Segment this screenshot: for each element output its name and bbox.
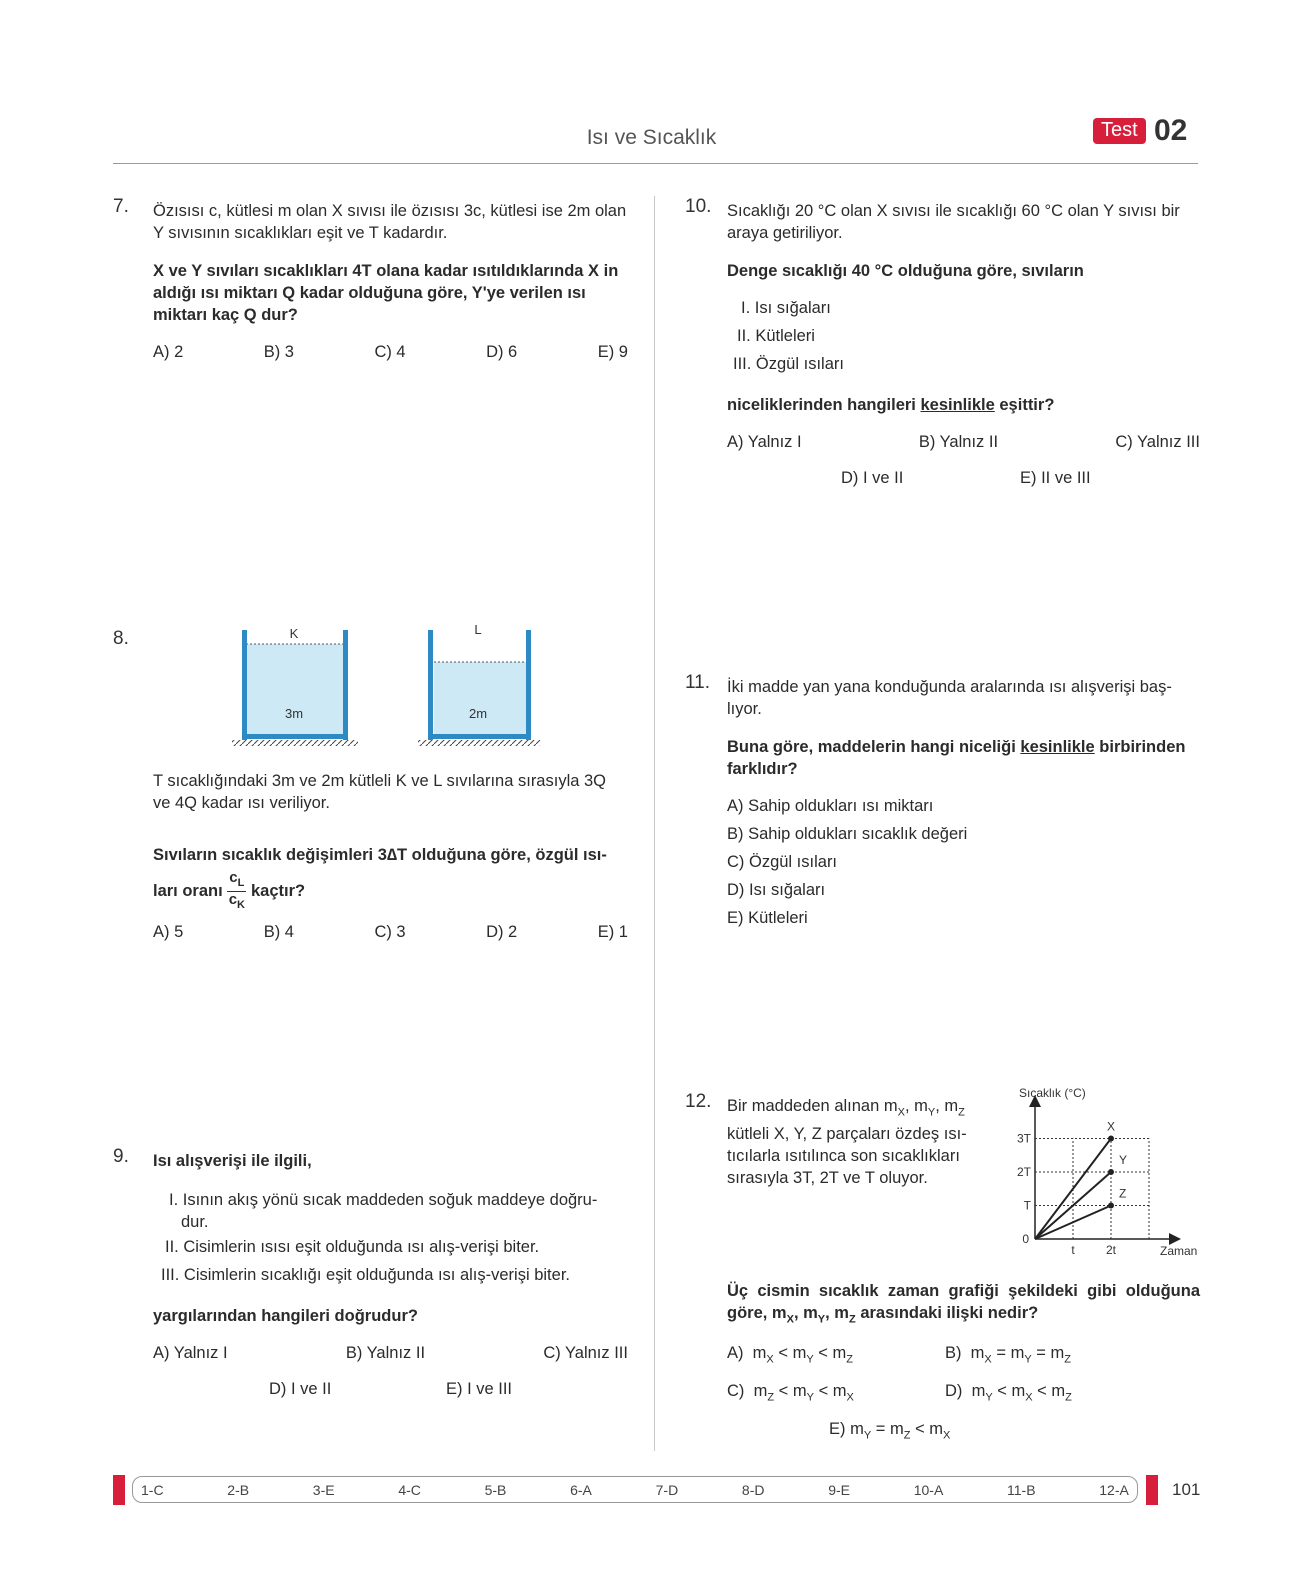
question-12 [727,1280,1200,1464]
question-12-options [727,1344,1200,1464]
question-7-intro: Özısısı c, kütlesi m olan X sıvısı ile özısısı 3c, kütlesi ise 2m olan Y sıvısının sıcaklıkları eşit ve T kadardır. [153,202,627,242]
option-a[interactable]: A) 5 [153,923,184,941]
container-l-mass: 2m [468,706,488,721]
option-c[interactable]: C) 3 [374,923,406,941]
temperature-time-chart [1005,1083,1205,1258]
question-12-intro-line-4: sırasıyla 3T, 2T ve T oluyor. [727,1169,928,1188]
option-a[interactable]: A) Yalnız I [153,1344,228,1362]
option-d[interactable]: D) Isı sığaları [727,881,826,899]
question-9 [153,1150,628,1402]
question-10-items [727,294,1200,378]
question-11 [727,676,1200,932]
answer-key-item: 4-C [398,1481,421,1498]
statement-2: II. Cisimlerin ısısı eşit olduğunda ısı alış-verişi biter. [165,1238,540,1256]
series-point-y [1108,1169,1114,1175]
series-label-x: X [1106,1119,1116,1134]
answer-key [132,1476,1138,1503]
question-12-intro [727,1095,997,1189]
question-10-options-row2 [727,469,1200,491]
statement-1: I. Isının akış yönü sıcak maddeden soğuk maddeye doğru- [169,1191,598,1209]
answer-key-item: 6-A [570,1481,592,1498]
ratio-fraction: $\frac{c_L}{c_K}$ [228,869,245,911]
x-tick-label: 0 [1022,1232,1029,1246]
option-c[interactable]: C) Yalnız III [543,1344,628,1362]
container-k [232,626,358,746]
question-7-options [153,343,628,362]
series-point-z [1108,1203,1114,1209]
option-a[interactable]: A) $m_X < m_Y < m_Z$ [727,1344,853,1366]
question-12-intro-line-1: Bir maddeden alınan $m_X$, $m_Y$, $m_Z$ [727,1097,965,1119]
test-badge: Test [1093,118,1146,144]
option-d[interactable]: D) 6 [486,343,518,361]
answer-key-item: 8-D [741,1481,765,1498]
question-11-intro: İki madde yan yana konduğunda aralarında ısı alışverişi baş-lıyor. [727,678,1172,718]
question-8-intro: T sıcaklığındaki 3m ve 2m kütleli K ve L sıvılarına sırasıyla 3Q ve 4Q kadar ısı veriliyor. [153,772,607,812]
option-d[interactable]: D) I ve II [269,1380,332,1398]
answer-bar-accent-left [113,1475,125,1505]
answer-key-item: 2-B [227,1481,250,1498]
question-10-number: 10. [685,196,712,217]
test-number: 02 [1154,114,1188,147]
answer-key-item: 12-A [1099,1481,1129,1498]
option-d[interactable]: D) 2 [486,923,518,941]
container-l [418,622,540,746]
question-9-intro: Isı alışverişi ile ilgili, [153,1152,312,1170]
option-a[interactable]: A) 2 [153,343,184,361]
series-label-z: Z [1119,1186,1127,1201]
answer-key-item: 11-B [1007,1481,1036,1498]
option-e[interactable]: E) $m_Y = m_Z < m_X$ [829,1420,951,1442]
option-d[interactable]: D) $m_Y < m_X < m_Z$ [945,1382,1072,1404]
chart-x-axis-label: Zaman [1160,1244,1198,1258]
answer-key-item: 10-A [913,1481,944,1498]
question-9-options-row2 [153,1380,628,1402]
y-tick-label: T [1023,1198,1031,1213]
question-12-intro-line-2: kütleli X, Y, Z parçaları özdeş ısı- [727,1125,967,1144]
x-tick-label: t [1071,1243,1075,1257]
chart-series [1035,1120,1127,1240]
answer-key-item: 5-B [484,1481,507,1498]
question-10 [727,200,1200,491]
question-9-text: yargılarından hangileri doğrudur? [153,1307,418,1325]
question-8-number: 8. [113,628,129,649]
question-12-intro-line-3: tıcılarla ısıtılınca son sıcaklıkları [727,1147,960,1166]
option-b[interactable]: B) 3 [263,343,294,361]
option-b[interactable]: B) Yalnız II [345,1344,426,1362]
page-number: 101 [1172,1480,1201,1499]
question-10-text-2: niceliklerinden hangileri kesinlikle eşittir? [727,396,1055,414]
question-8 [153,770,628,942]
option-c[interactable]: C) 4 [374,343,406,361]
answer-bar-accent-right [1146,1475,1158,1505]
container-k-mass: 3m [284,706,304,721]
question-8-options [153,923,628,942]
item-2: II. Kütleleri [737,327,815,345]
item-3: III. Özgül ısıları [733,355,844,373]
answer-key-item: 7-D [655,1481,679,1498]
x-tick-label: 2t [1105,1243,1117,1257]
y-tick-label: 3T [1016,1131,1031,1146]
option-b[interactable]: B) Sahip oldukları sıcaklık değeri [727,825,968,843]
y-tick-label: 2T [1016,1165,1031,1179]
statement-3: III. Cisimlerin sıcaklığı eşit olduğunda ısı alış-verişi biter. [161,1266,570,1284]
question-11-text: Buna göre, maddelerin hangi niceliği kesinlikle birbirinden farklıdır? [727,738,1186,778]
option-b[interactable]: B) 4 [263,923,294,941]
question-11-number: 11. [685,672,711,693]
chart-y-axis-label: Sıcaklık (°C) [1019,1086,1086,1100]
page-title: Isı ve Sıcaklık [586,126,717,149]
containers-figure [230,622,560,760]
option-a[interactable]: A) Sahip oldukları ısı miktarı [727,797,934,815]
question-12-text: Üç cismin sıcaklık zaman grafiği şekildeki gibi olduğuna göre, $m_X$, $m_Y$, $m_Z$ arasındaki ilişki nedir? [727,1282,1200,1326]
question-9-number: 9. [113,1146,129,1167]
statement-1-cont: dur. [181,1213,209,1231]
option-e[interactable]: E) Kütleleri [727,909,808,927]
item-1: I. Isı sığaları [741,299,831,317]
series-point-x [1108,1136,1114,1142]
option-d[interactable]: D) I ve II [841,469,904,487]
option-e[interactable]: E) II ve III [1020,469,1091,487]
question-9-options-row1 [153,1344,628,1363]
option-a[interactable]: A) Yalnız I [727,433,802,451]
question-8-text-2: ları oranı $\frac{c_L}{c_K}$ kaçtır? [153,869,306,911]
option-e[interactable]: E) 9 [597,343,628,361]
question-7-number: 7. [113,196,129,217]
option-c[interactable]: C) Yalnız III [1115,433,1200,451]
container-l-label: L [474,622,482,637]
question-7 [153,200,628,362]
option-e[interactable]: E) 1 [597,923,628,941]
question-8-text-1: Sıvıların sıcaklık değişimleri 3∆T olduğuna göre, özgül ısı- [153,846,607,864]
option-c[interactable]: C) $m_Z < m_Y < m_X$ [727,1382,854,1404]
question-7-text: X ve Y sıvıları sıcaklıkları 4T olana kadar ısıtıldıklarında X in aldığı ısı miktarı Q kadar olduğuna göre, Y'ye verilen ısı miktarı kaç Q dur? [153,262,619,324]
question-11-options [727,792,1200,932]
answer-key-item: 9-E [828,1481,850,1498]
option-b[interactable]: B) Yalnız II [918,433,999,451]
header-divider [113,163,1198,164]
series-label-y: Y [1119,1153,1128,1167]
answer-key-item: 1-C [141,1481,164,1498]
option-c[interactable]: C) Özgül ısıları [727,853,838,871]
question-10-text: Denge sıcaklığı 40 °C olduğuna göre, sıvıların [727,262,1084,280]
question-10-intro: Sıcaklığı 20 °C olan X sıvısı ile sıcaklığı 60 °C olan Y sıvısı bir araya getiriliyor. [727,202,1180,242]
question-9-statements [153,1189,628,1289]
container-k-label: K [289,626,299,641]
question-10-options-row1 [727,433,1200,452]
question-12-number: 12. [685,1091,712,1112]
answer-key-item: 3-E [312,1481,335,1498]
option-b[interactable]: B) $m_X = m_Y = m_Z$ [945,1344,1071,1366]
option-e[interactable]: E) I ve III [446,1380,513,1398]
column-divider [654,196,655,1451]
